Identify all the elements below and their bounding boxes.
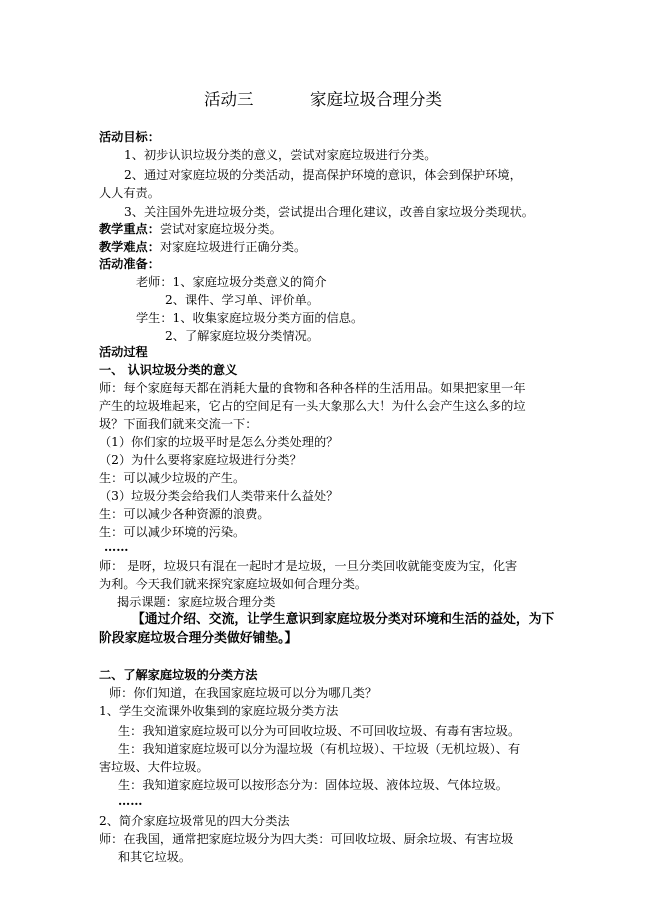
title-activity: 活动三 [204,90,254,109]
paragraph-line: 师：每个家庭每天都在消耗大量的食物和各种各样的生活用品。如果把家里一年 [99,381,526,395]
subheading-line: 1、学生交流课外收集到的家庭垃圾分类方法 [99,704,339,718]
preparation-line: 2、课件、学习单、评价单。 [165,293,320,307]
topic-reveal: 揭示课题：家庭垃圾合理分类 [117,595,276,609]
paragraph-line: 师： 是呀，垃圾只有混在一起时才是垃圾，一旦分类回收就能变废为宝，化害 [99,559,518,573]
question-line: （3）垃圾分类会给我们人类带来什么益处？ [99,489,339,503]
preparation-line: 学生：1、收集家庭垃圾分类方面的信息。 [136,311,364,325]
ellipsis: …… [104,540,129,554]
preparation-line: 2、了解家庭垃圾分类情况。 [165,329,320,343]
paragraph-line: 为利。今天我们就来探究家庭垃圾如何合理分类。 [99,577,368,591]
answer-line: 生：我知道家庭垃圾可以分为可回收垃圾、不可回收垃圾、有毒有害垃圾。 [118,724,521,738]
objective-line: 人人有责。 [99,186,160,200]
preparation-line: 老师：1、家庭垃圾分类意义的简介 [136,275,327,289]
emphasis-line: 【通过介绍、交流，让学生意识到家庭垃圾分类对环境和生活的益处，为下 [132,612,555,627]
answer-line: 生：可以减少环境的污染。 [99,525,246,539]
difficulty-text: 对家庭垃圾进行正确分类。 [159,240,307,254]
answer-line: 生：可以减少各种资源的浪费。 [99,507,270,521]
objective-line: 1、初步认识垃圾分类的意义，尝试对家庭垃圾进行分类。 [124,148,437,162]
objective-line: 2、通过对家庭垃圾的分类活动，提高保护环境的意识，体会到保护环境， [124,168,522,182]
question-line: （2）为什么要将家庭垃圾进行分类？ [99,453,302,467]
paragraph-line: 师：在我国，通常把家庭垃圾分为四大类：可回收垃圾、厨余垃圾、有害垃圾 [99,832,514,846]
paragraph-line: 师：你们知道，在我国家庭垃圾可以分为哪几类？ [109,686,378,700]
difficulty-label: 教学难点： [99,240,160,254]
objectives-heading: 活动目标： [99,130,160,144]
paragraph-line: 产生的垃圾堆起来，它占的空间足有一头大象那么大！为什么会产生这么多的垃 [99,399,526,413]
paragraph-line: 圾？下面我们就来交流一下： [99,417,258,431]
title-topic: 家庭垃圾合理分类 [310,90,442,109]
key-point-text: 尝试对家庭垃圾分类。 [159,222,282,236]
key-point [99,220,282,238]
emphasis-line: 阶段家庭垃圾合理分类做好铺垫。】 [99,631,298,646]
key-point-label: 教学重点： [99,222,160,236]
ellipsis: …… [118,794,143,808]
answer-line: 生：我知道家庭垃圾可以分为湿垃圾（有机垃圾）、干垃圾（无机垃圾）、有 [118,742,521,756]
part2-heading: 二、了解家庭垃圾的分类方法 [99,668,258,682]
paragraph-line: 和其它垃圾。 [118,850,192,864]
question-line: （1）你们家的垃圾平时是怎么分类处理的？ [99,435,339,449]
part1-heading: 一、 认识垃圾分类的意义 [99,363,238,377]
answer-line: 害垃圾、大件垃圾。 [99,760,209,774]
preparation-heading: 活动准备： [99,257,160,271]
answer-line: 生：可以减少垃圾的产生。 [99,471,246,485]
objective-line: 3、关注国外先进垃圾分类，尝试提出合理化建议，改善自家垃圾分类现状。 [124,205,534,219]
subheading-line: 2、简介家庭垃圾常见的四大分类法 [99,814,290,828]
process-heading: 活动过程 [99,345,148,359]
answer-line: 生：我知道家庭垃圾可以按形态分为：固体垃圾、液体垃圾、气体垃圾。 [118,778,508,792]
difficulty [99,238,306,256]
